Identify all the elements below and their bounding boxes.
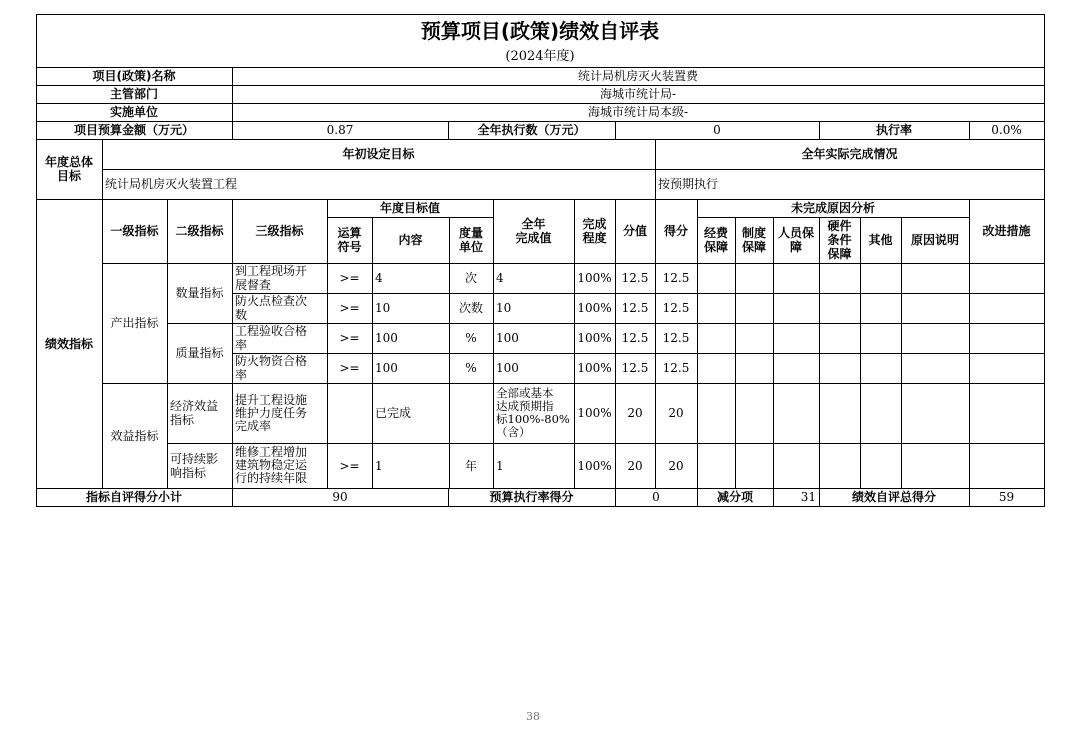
header-staff: 人员保 障 [777, 226, 814, 254]
row-4-degree: 100% [577, 361, 612, 375]
grid-line [448, 121, 449, 140]
grid-line [574, 199, 575, 489]
page-title: 预算项目(政策)绩效自评表 [420, 19, 660, 43]
row-2-unit: 次数 [458, 301, 483, 315]
grid-line [36, 506, 1045, 507]
grid-line [1044, 14, 1045, 507]
exec-value: 0 [713, 123, 721, 137]
group-quantity: 数量指标 [175, 286, 224, 300]
header-score: 得分 [663, 224, 688, 238]
header-funding: 经费 保障 [703, 226, 728, 254]
header-operator: 运算 符号 [337, 226, 362, 254]
grid-line [167, 199, 168, 489]
grid-line [232, 67, 233, 140]
row-5-points: 20 [627, 406, 643, 420]
row-1-content: 4 [375, 271, 383, 285]
row-6-full: 1 [496, 458, 504, 473]
grid-line [327, 199, 328, 489]
grid-line [36, 85, 1045, 86]
header-reasons: 未完成原因分析 [790, 201, 875, 215]
grid-line [819, 121, 820, 140]
grid-line [36, 14, 1045, 15]
header-annual-target: 年度目标值 [379, 201, 440, 215]
dept-label: 主管部门 [109, 87, 158, 101]
grid-line [232, 293, 1045, 294]
grid-line [36, 488, 1045, 489]
grid-line [36, 103, 1045, 104]
row-1-full: 4 [496, 271, 504, 285]
header-level3: 三级指标 [255, 224, 304, 238]
row-4-score: 12.5 [662, 361, 690, 375]
group-quality: 质量指标 [175, 346, 224, 360]
grid-line [773, 488, 774, 507]
rate-value: 0.0% [991, 123, 1022, 137]
project-name-value: 统计局机房灭火装置费 [577, 69, 698, 83]
grid-line [493, 199, 494, 489]
grid-line [969, 488, 970, 507]
perf-label: 绩效指标 [44, 336, 93, 351]
row-6-score: 20 [668, 458, 684, 473]
grid-line [36, 67, 1045, 68]
exec-score-label: 预算执行率得分 [489, 490, 574, 504]
row-5-degree: 100% [577, 406, 612, 420]
grid-line [697, 488, 698, 507]
row-1-score: 12.5 [662, 271, 690, 285]
header-level1: 一级指标 [110, 224, 159, 238]
header-points: 分值 [622, 224, 647, 238]
row-3-degree: 100% [577, 331, 612, 345]
unit-label: 实施单位 [109, 105, 158, 119]
group-output: 产出指标 [110, 316, 159, 330]
grid-line [232, 199, 233, 489]
header-level2: 二级指标 [175, 224, 224, 238]
grid-line [167, 323, 1045, 324]
budget-label: 项目预算金额（万元） [73, 123, 194, 137]
header-system: 制度 保障 [741, 226, 766, 254]
grid-line [36, 14, 37, 507]
grid-line [232, 488, 233, 507]
grid-line [655, 199, 656, 489]
grid-line [36, 139, 1045, 140]
row-3-score: 12.5 [662, 331, 690, 345]
grid-line [819, 488, 820, 507]
row-6-name: 维修工程增加 建筑物稳定运 行的持续年限 [235, 445, 308, 485]
grid-line [697, 199, 698, 489]
goal-actual-header: 全年实际完成情况 [801, 147, 898, 161]
grid-line [969, 199, 970, 489]
row-3-op: >= [339, 331, 360, 345]
row-2-op: >= [339, 301, 360, 315]
header-degree: 完成 程度 [582, 217, 607, 245]
row-5-op [327, 383, 372, 443]
row-6-degree: 100% [577, 458, 612, 473]
dept-value: 海城市统计局- [599, 87, 677, 101]
row-6-points: 20 [627, 458, 643, 473]
row-5-name: 提升工程设施 维护力度任务 完成率 [235, 392, 308, 433]
header-full-year: 全年 完成值 [515, 217, 552, 245]
header-explain: 原因说明 [910, 233, 959, 247]
row-5-full: 全部或基本 达成预期指 标100%-80% （含） [496, 386, 570, 439]
row-6-content: 1 [375, 458, 383, 473]
subtotal-label: 指标自评得分小计 [85, 490, 182, 504]
grid-line [448, 488, 449, 507]
total-value: 59 [998, 490, 1015, 504]
grid-line [232, 353, 1045, 354]
row-6-op: >= [339, 458, 360, 473]
project-name-label: 项目(政策)名称 [92, 69, 176, 83]
budget-value: 0.87 [326, 123, 354, 137]
header-unit: 度量 单位 [458, 226, 483, 254]
page-number: 38 [526, 710, 540, 723]
total-label: 绩效自评总得分 [851, 490, 936, 504]
header-other: 其他 [868, 233, 893, 247]
header-hardware: 硬件 条件 保障 [827, 219, 852, 261]
header-improve: 改进措施 [982, 224, 1031, 238]
grid-line [102, 139, 103, 489]
grid-line [36, 121, 1045, 122]
row-1-name: 到工程现场开 展督查 [235, 264, 308, 292]
row-6-unit: 年 [464, 458, 477, 473]
row-2-full: 10 [496, 301, 512, 315]
grid-line [167, 443, 1045, 444]
grid-line [969, 121, 970, 140]
goal-actual-text: 按预期执行 [658, 177, 719, 191]
goal-set-header: 年初设定目标 [342, 147, 415, 161]
row-2-score: 12.5 [662, 301, 690, 315]
grid-line [615, 199, 616, 489]
row-4-content: 100 [375, 361, 398, 375]
deduct-label: 减分项 [716, 490, 753, 504]
row-4-unit: % [465, 361, 477, 375]
exec-label: 全年执行数（万元） [477, 123, 586, 137]
row-4-name: 防火物资合格 率 [235, 354, 308, 382]
row-5-content: 已完成 [375, 406, 412, 420]
group-sustain: 可持续影 响指标 [170, 451, 219, 480]
row-2-content: 10 [375, 301, 391, 315]
grid-line [102, 383, 1045, 384]
goal-set-text: 统计局机房灭火装置工程 [105, 177, 238, 191]
row-3-points: 12.5 [621, 331, 649, 345]
grid-line [36, 199, 1045, 200]
row-3-full: 100 [496, 331, 519, 345]
rate-label: 执行率 [875, 123, 912, 137]
header-content: 内容 [398, 233, 423, 247]
row-3-unit: % [465, 331, 477, 345]
grid-line [327, 217, 494, 218]
row-2-degree: 100% [577, 301, 612, 315]
group-benefit: 效益指标 [110, 428, 159, 443]
grid-line [615, 121, 616, 140]
subtotal-value: 90 [332, 490, 348, 504]
row-5-score: 20 [668, 406, 684, 420]
exec-score-value: 0 [652, 490, 660, 504]
row-2-name: 防火点检查次 数 [235, 294, 308, 322]
row-2-points: 12.5 [621, 301, 649, 315]
row-4-full: 100 [496, 361, 519, 375]
row-1-unit: 次 [464, 271, 477, 285]
row-3-content: 100 [375, 331, 398, 345]
group-economic: 经济效益 指标 [170, 399, 219, 427]
row-1-degree: 100% [577, 271, 612, 285]
year-label: (2024年度) [505, 49, 575, 64]
grid-line [697, 217, 970, 218]
grid-line [615, 488, 616, 507]
row-4-op: >= [339, 361, 360, 375]
row-3-name: 工程验收合格 率 [235, 324, 308, 352]
row-5-unit [449, 383, 493, 443]
row-1-points: 12.5 [621, 271, 649, 285]
unit-value: 海城市统计局本级- [587, 105, 689, 119]
row-1-op: >= [339, 271, 360, 285]
row-4-points: 12.5 [621, 361, 649, 375]
goal-label: 年度总体 目标 [44, 155, 93, 183]
grid-line [102, 169, 1045, 170]
deduct-value: 31 [800, 490, 816, 504]
